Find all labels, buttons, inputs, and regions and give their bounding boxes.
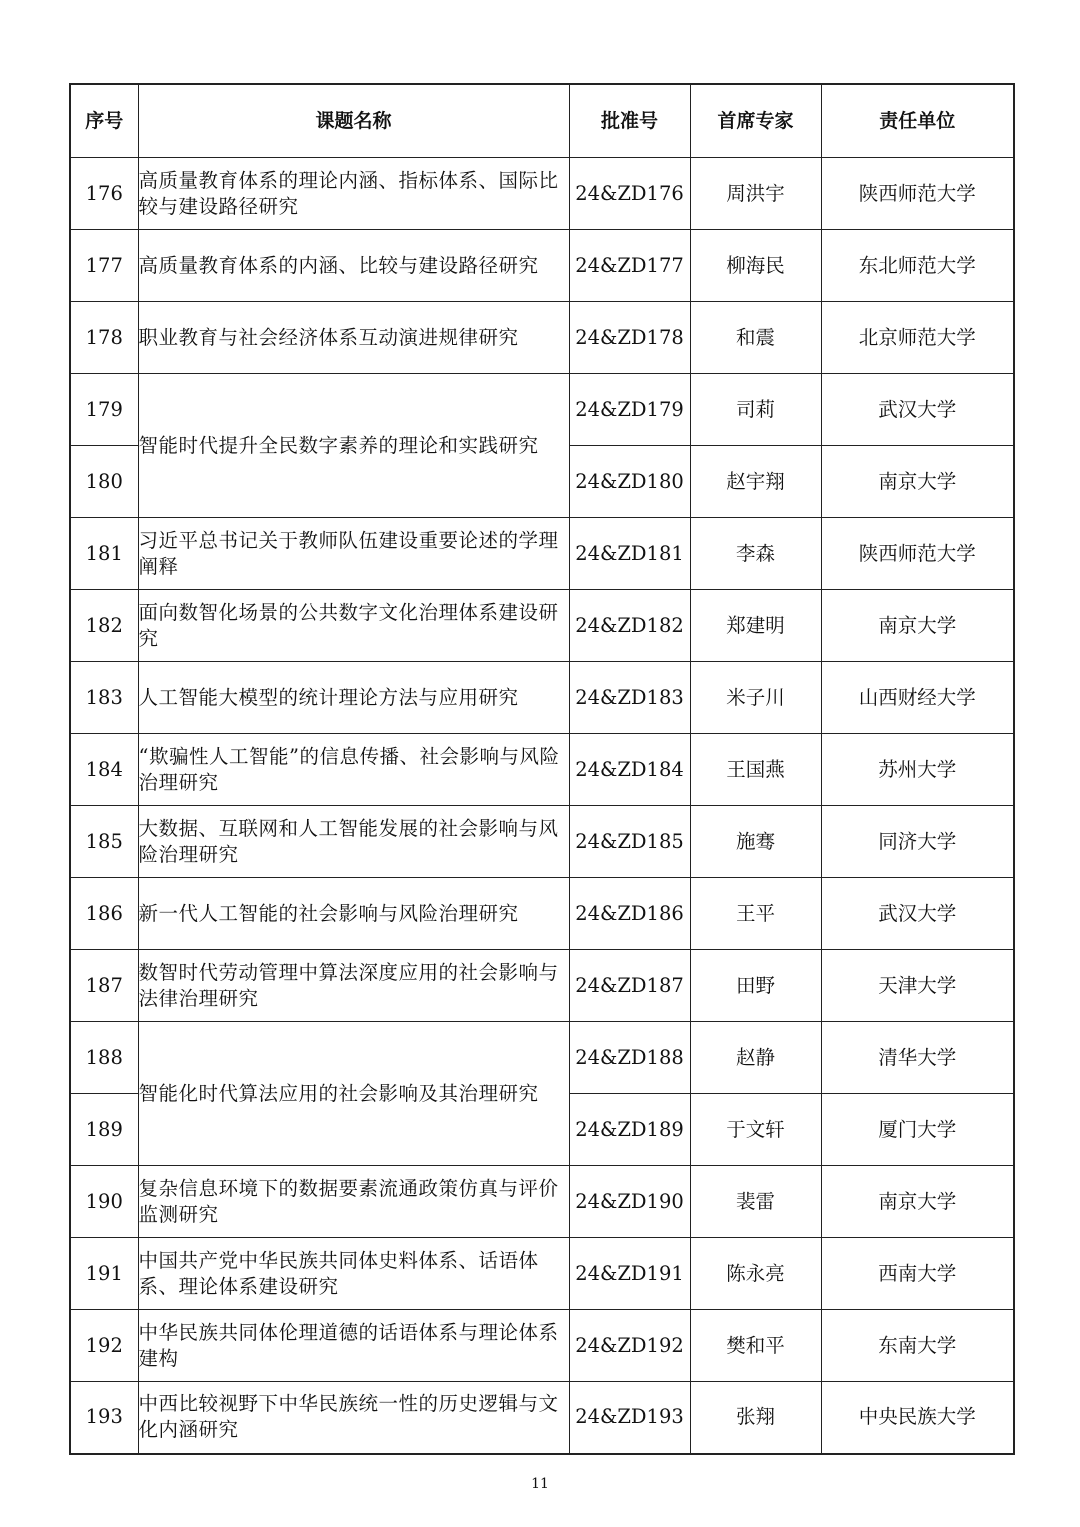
table-row (70, 1166, 1014, 1238)
row-unit: 南京大学 (821, 1166, 1014, 1238)
table-row (70, 590, 1014, 662)
table-row (70, 1022, 1014, 1094)
table-row (70, 302, 1014, 374)
row-unit: 清华大学 (821, 1022, 1014, 1094)
row-unit: 武汉大学 (821, 374, 1014, 446)
row-unit: 中央民族大学 (821, 1382, 1014, 1454)
row-code: 24&ZD190 (569, 1166, 690, 1238)
row-number: 180 (70, 446, 138, 518)
row-code: 24&ZD188 (569, 1022, 690, 1094)
row-title: 职业教育与社会经济体系互动演进规律研究 (138, 302, 569, 374)
row-title: 面向数智化场景的公共数字文化治理体系建设研究 (138, 590, 569, 662)
row-code: 24&ZD180 (569, 446, 690, 518)
row-code: 24&ZD189 (569, 1094, 690, 1166)
table-row (70, 878, 1014, 950)
row-title: 复杂信息环境下的数据要素流通政策仿真与评价监测研究 (138, 1166, 569, 1238)
row-expert: 李森 (690, 518, 821, 590)
row-title: “欺骗性人工智能”的信息传播、社会影响与风险治理研究 (138, 734, 569, 806)
row-number: 191 (70, 1238, 138, 1310)
row-number: 179 (70, 374, 138, 446)
row-number: 190 (70, 1166, 138, 1238)
header-code: 批准号 (569, 84, 690, 158)
row-expert: 樊和平 (690, 1310, 821, 1382)
header-expert: 首席专家 (690, 84, 821, 158)
row-number: 189 (70, 1094, 138, 1166)
row-title-merged: 智能化时代算法应用的社会影响及其治理研究 (138, 1022, 569, 1166)
row-unit: 南京大学 (821, 446, 1014, 518)
row-expert: 司莉 (690, 374, 821, 446)
row-expert: 赵宇翔 (690, 446, 821, 518)
row-code: 24&ZD179 (569, 374, 690, 446)
row-expert: 米子川 (690, 662, 821, 734)
row-code: 24&ZD191 (569, 1238, 690, 1310)
row-unit: 陕西师范大学 (821, 158, 1014, 230)
table-row (70, 734, 1014, 806)
row-unit: 同济大学 (821, 806, 1014, 878)
row-title-merged: 智能时代提升全民数字素养的理论和实践研究 (138, 374, 569, 518)
row-number: 187 (70, 950, 138, 1022)
row-unit: 厦门大学 (821, 1094, 1014, 1166)
row-number: 188 (70, 1022, 138, 1094)
row-code: 24&ZD176 (569, 158, 690, 230)
row-expert: 陈永亮 (690, 1238, 821, 1310)
row-number: 186 (70, 878, 138, 950)
row-title: 数智时代劳动管理中算法深度应用的社会影响与法律治理研究 (138, 950, 569, 1022)
row-code: 24&ZD182 (569, 590, 690, 662)
row-expert: 张翔 (690, 1382, 821, 1454)
table-row (70, 1382, 1014, 1454)
table-header-row (70, 84, 1014, 158)
row-title: 大数据、互联网和人工智能发展的社会影响与风险治理研究 (138, 806, 569, 878)
table-row (70, 1238, 1014, 1310)
row-number: 177 (70, 230, 138, 302)
row-title: 中华民族共同体伦理道德的话语体系与理论体系建构 (138, 1310, 569, 1382)
row-unit: 西南大学 (821, 1238, 1014, 1310)
row-code: 24&ZD184 (569, 734, 690, 806)
row-number: 184 (70, 734, 138, 806)
row-unit: 山西财经大学 (821, 662, 1014, 734)
row-title: 人工智能大模型的统计理论方法与应用研究 (138, 662, 569, 734)
row-unit: 陕西师范大学 (821, 518, 1014, 590)
row-code: 24&ZD192 (569, 1310, 690, 1382)
row-unit: 武汉大学 (821, 878, 1014, 950)
row-unit: 北京师范大学 (821, 302, 1014, 374)
row-expert: 王平 (690, 878, 821, 950)
table-row (70, 662, 1014, 734)
row-expert: 赵静 (690, 1022, 821, 1094)
header-no: 序号 (70, 84, 138, 158)
table-row (70, 230, 1014, 302)
row-number: 192 (70, 1310, 138, 1382)
row-expert: 于文轩 (690, 1094, 821, 1166)
row-number: 182 (70, 590, 138, 662)
table-row (70, 158, 1014, 230)
row-expert: 和震 (690, 302, 821, 374)
table-row (70, 1310, 1014, 1382)
row-number: 178 (70, 302, 138, 374)
row-expert: 施骞 (690, 806, 821, 878)
row-expert: 裴雷 (690, 1166, 821, 1238)
header-unit: 责任单位 (821, 84, 1014, 158)
row-code: 24&ZD181 (569, 518, 690, 590)
row-expert: 王国燕 (690, 734, 821, 806)
row-code: 24&ZD183 (569, 662, 690, 734)
table-row (70, 806, 1014, 878)
row-code: 24&ZD193 (569, 1382, 690, 1454)
row-number: 181 (70, 518, 138, 590)
row-code: 24&ZD186 (569, 878, 690, 950)
header-title: 课题名称 (138, 84, 569, 158)
page-number: 11 (531, 1476, 549, 1492)
table-row (70, 374, 1014, 446)
row-number: 176 (70, 158, 138, 230)
table-row (70, 950, 1014, 1022)
row-unit: 东南大学 (821, 1310, 1014, 1382)
row-title: 中西比较视野下中华民族统一性的历史逻辑与文化内涵研究 (138, 1382, 569, 1454)
row-code: 24&ZD185 (569, 806, 690, 878)
row-expert: 柳海民 (690, 230, 821, 302)
project-table (69, 83, 1015, 1455)
row-title: 高质量教育体系的理论内涵、指标体系、国际比较与建设路径研究 (138, 158, 569, 230)
row-unit: 天津大学 (821, 950, 1014, 1022)
row-expert: 郑建明 (690, 590, 821, 662)
row-expert: 田野 (690, 950, 821, 1022)
row-number: 185 (70, 806, 138, 878)
row-title: 中国共产党中华民族共同体史料体系、话语体系、理论体系建设研究 (138, 1238, 569, 1310)
row-code: 24&ZD177 (569, 230, 690, 302)
row-unit: 苏州大学 (821, 734, 1014, 806)
row-title: 习近平总书记关于教师队伍建设重要论述的学理阐释 (138, 518, 569, 590)
row-number: 183 (70, 662, 138, 734)
row-code: 24&ZD187 (569, 950, 690, 1022)
row-code: 24&ZD178 (569, 302, 690, 374)
row-unit: 东北师范大学 (821, 230, 1014, 302)
table-row (70, 518, 1014, 590)
row-number: 193 (70, 1382, 138, 1454)
row-title: 高质量教育体系的内涵、比较与建设路径研究 (138, 230, 569, 302)
row-title: 新一代人工智能的社会影响与风险治理研究 (138, 878, 569, 950)
row-unit: 南京大学 (821, 590, 1014, 662)
row-expert: 周洪宇 (690, 158, 821, 230)
